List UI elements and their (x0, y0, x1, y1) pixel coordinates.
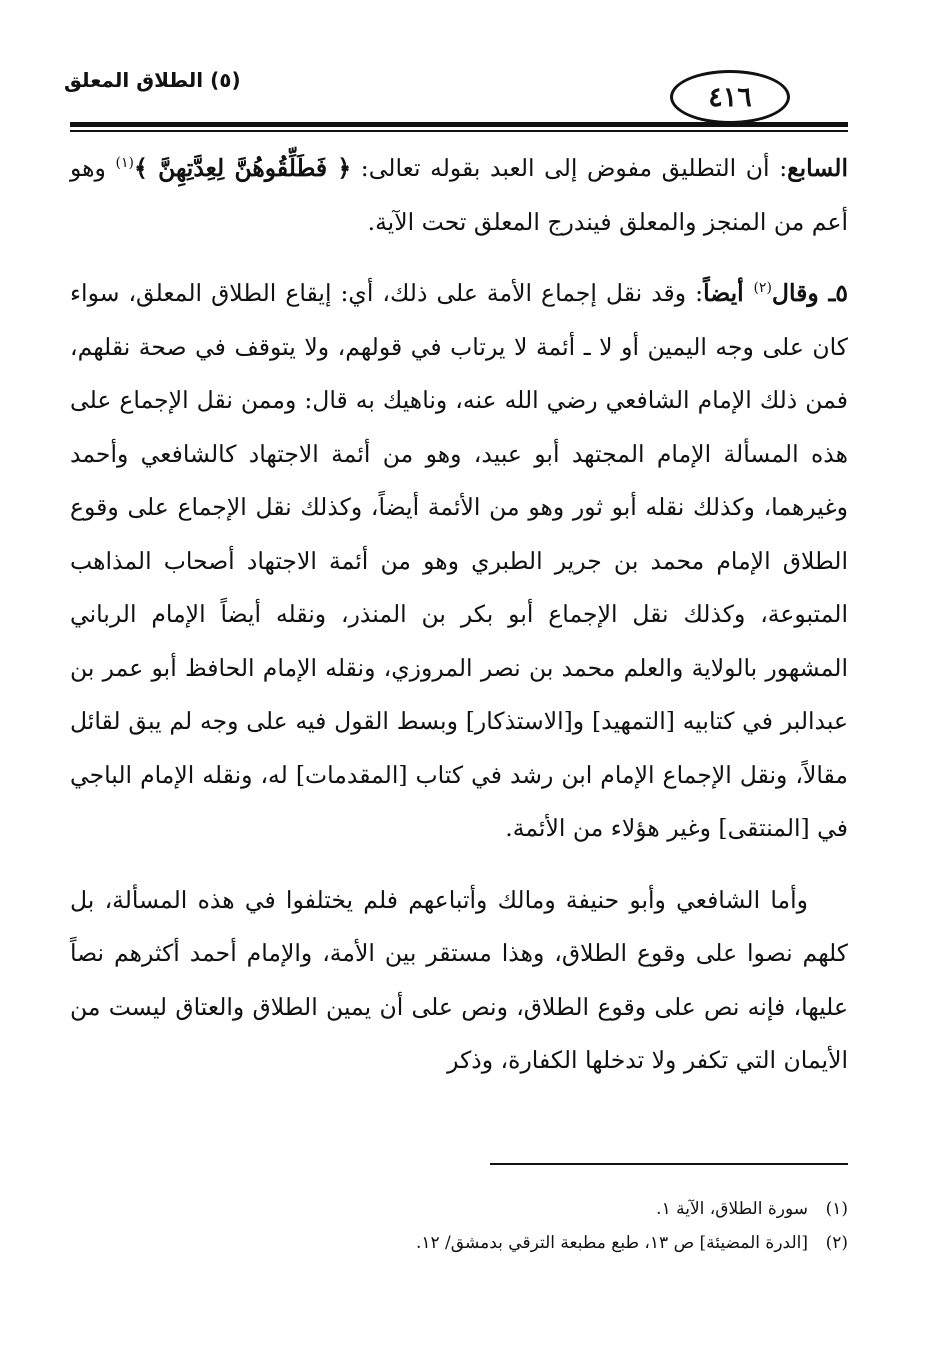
footnote-ref-2: (٢) (753, 280, 772, 297)
footnotes (70, 1192, 848, 1260)
footnote-separator (490, 1163, 848, 1165)
paragraph-3 (70, 874, 848, 1088)
paragraph-1-text: : أن التطليق مفوض إلى العبد بقوله تعالى: (351, 154, 788, 182)
page-number-oval (670, 70, 790, 124)
footnote-2-number: (٢) (825, 1233, 848, 1253)
page-number: ٤١٦ (708, 81, 752, 113)
footnote-2 (70, 1226, 848, 1260)
footnote-2-text: [الدرة المضيئة] ص ١٣، طبع مطبعة الترقي بدمشق/ ١٢. (415, 1233, 808, 1253)
paragraph-1 (70, 142, 848, 249)
footnote-ref-1: (١) (115, 155, 134, 172)
paragraph-2 (70, 267, 848, 856)
running-title: (٥) الطلاق المعلق (64, 68, 241, 92)
header-rule-thin (70, 130, 848, 132)
footnote-1-number: (١) (825, 1199, 848, 1219)
paragraph-1-text-continued: وهو أعم من المنجز والمعلق فيندرج المعلق تحت الآية. (70, 154, 848, 236)
header-rule-thick (70, 122, 848, 127)
footnote-1-text: سورة الطلاق، الآية ١. (656, 1199, 808, 1219)
footnote-1 (70, 1192, 848, 1226)
paragraph-2-text: : وقد نقل إجماع الأمة على ذلك، أي: إيقاع الطلاق المعلق، سواء كان على وجه اليمين أو لا ـ أئمة لا يرتاب في قولهم، ولا يتوقف في صحة نقلهم، فمن ذلك الإمام الشافعي رضي الله عنه، وناهيك به قال: وممن نقل الإجماع على هذه المسألة الإمام المجتهد أبو عبيد، وهو من أئمة الاجتهاد كالشافعي وأحمد وغيرهما، وكذلك نقله أبو ثور وهو من الأئمة أيضاً، وكذلك نقل الإجماع على وقوع الطلاق الإمام محمد بن جرير الطبري وهو من أئمة الاجتهاد أصحاب المذاهب المتبوعة، وكذلك نقل الإجماع أبو بكر بن المنذر، ونقله أيضاً الإمام الرباني المشهور بالولاية والعلم محمد بن نصر المروزي، ونقله الإمام الحافظ أبو عمر بن عبدالبر في كتابيه [التمهيد] و[الاستذكار] وبسط القول فيه على وجه لم يبق لقائل مقالاً، ونقل الإجماع الإمام ابن رشد في كتاب [المقدمات] له، ونقله الإمام الباجي في [المنتقى] وغير هؤلاء من الأئمة. (70, 279, 848, 842)
paragraph-1-lead: السابع (787, 154, 848, 182)
quran-verse: ﴿ فَطَلِّقُوهُنَّ لِعِدَّتِهِنَّ ﴾ (133, 154, 352, 182)
paragraph-2-lead-continued: أيضاً (703, 279, 754, 307)
paragraph-2-lead: ٥ـ وقال (771, 279, 849, 307)
main-text (70, 142, 848, 1088)
paragraph-3-text: وأما الشافعي وأبو حنيفة ومالك وأتباعهم فلم يختلفوا في هذه المسألة، بل كلهم نصوا على وقوع الطلاق، وهذا مستقر بين الأمة، والإمام أحمد أكثرهم نصاً عليها، فإنه نص على وقوع الطلاق، ونص على أن يمين الطلاق والعتاق ليست من الأيمان التي تكفر ولا تدخلها الكفارة، وذكر (70, 885, 848, 1074)
